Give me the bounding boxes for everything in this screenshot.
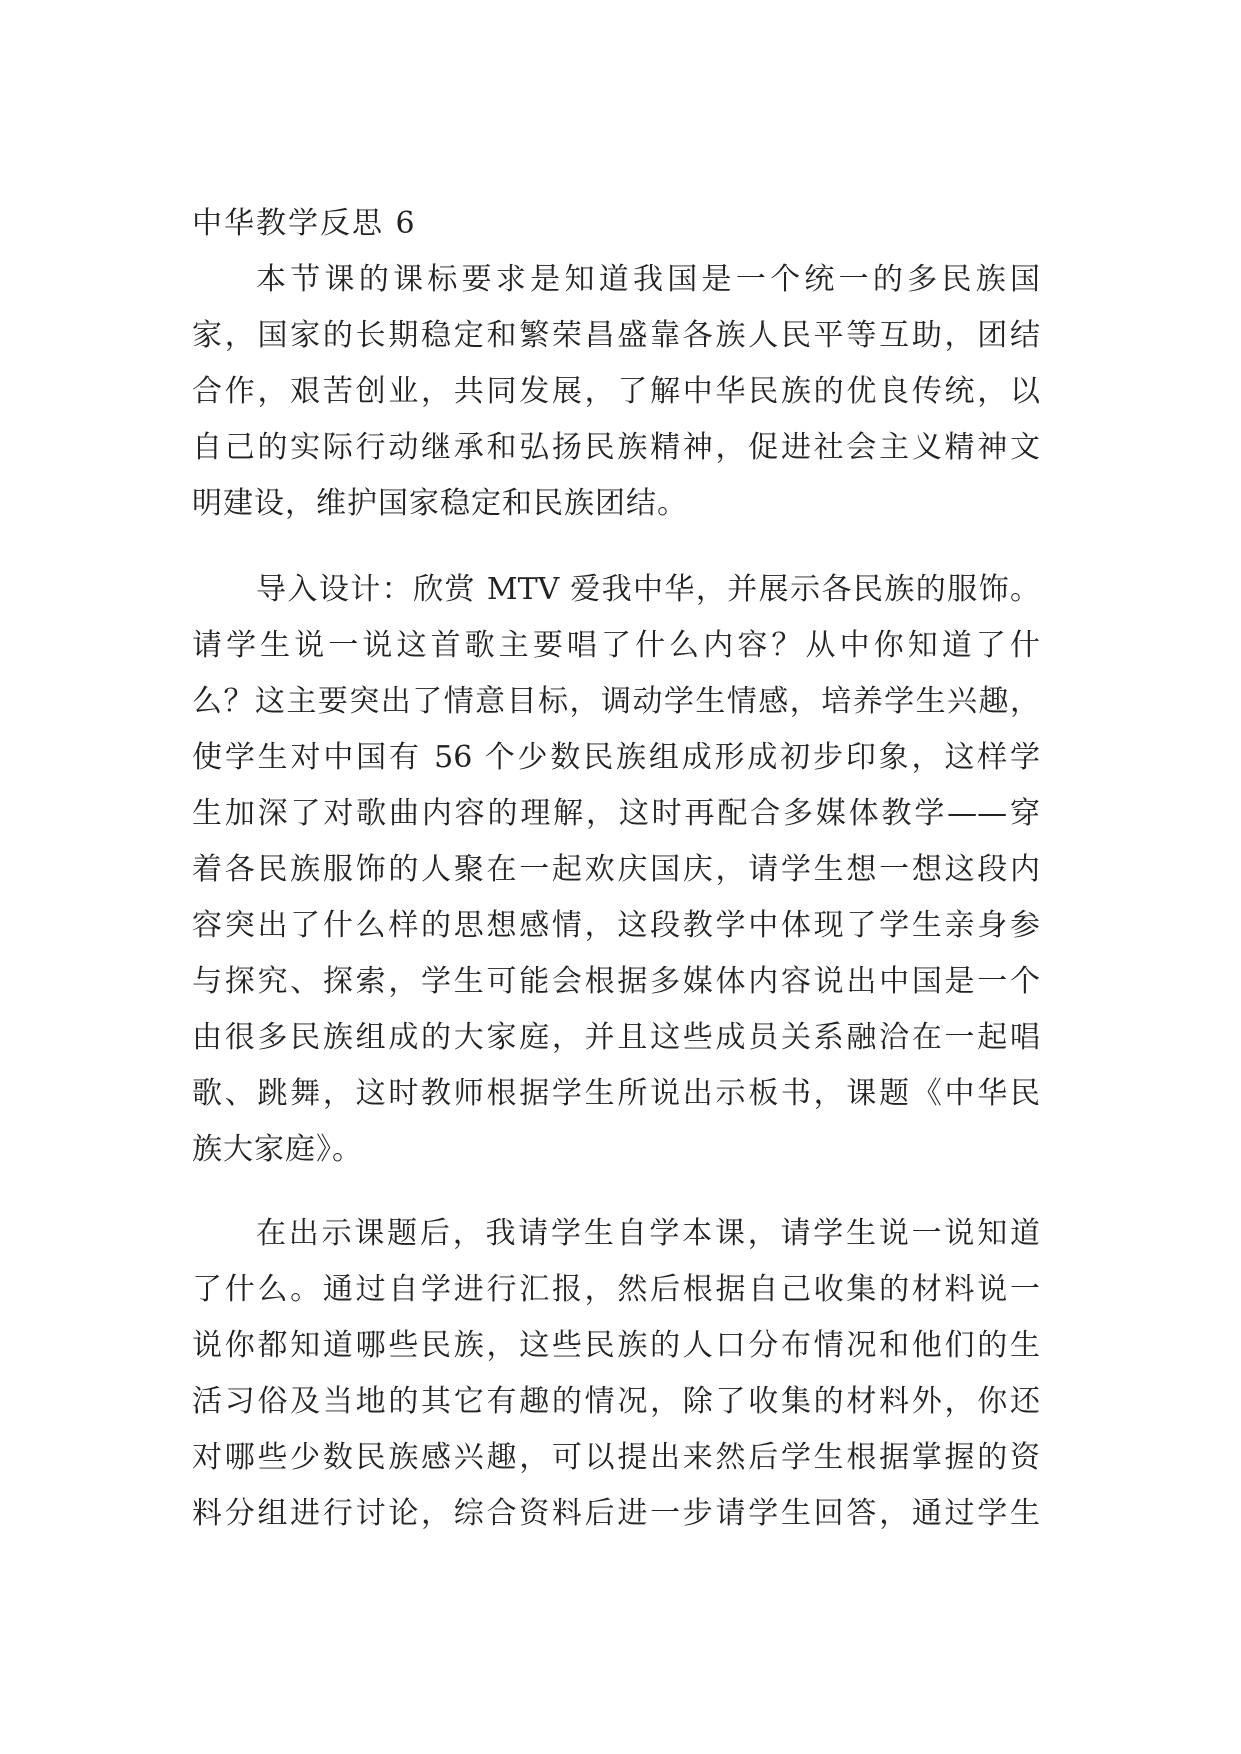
paragraph-line: 料分组进行讨论，综合资料后进一步请学生回答，通过学生 <box>192 1496 1040 1531</box>
paragraph-line: 与探究、探索，学生可能会根据多媒体内容说出中国是一个 <box>192 964 1040 999</box>
paragraph-line: 生加深了对歌曲内容的理解，这时再配合多媒体教学——穿 <box>192 796 1040 831</box>
paragraph-line: 么？这主要突出了情意目标，调动学生情感，培养学生兴趣， <box>192 684 1040 719</box>
paragraph-line: 由很多民族组成的大家庭，并且这些成员关系融洽在一起唱 <box>192 1020 1040 1055</box>
paragraph-line: 使学生对中国有 56 个少数民族组成形成初步印象，这样学 <box>192 740 1040 775</box>
paragraph-line: 自己的实际行动继承和弘扬民族精神，促进社会主义精神文 <box>192 430 1040 465</box>
paragraph-line: 着各民族服饰的人聚在一起欢庆国庆，请学生想一想这段内 <box>192 852 1040 887</box>
paragraph-line: 了什么。通过自学进行汇报，然后根据自己收集的材料说一 <box>192 1272 1040 1307</box>
paragraph-line: 活习俗及当地的其它有趣的情况，除了收集的材料外，你还 <box>192 1384 1040 1419</box>
document-title: 中华教学反思 6 <box>192 206 417 241</box>
paragraph-line: 在出示课题后，我请学生自学本课，请学生说一说知道 <box>256 1216 1040 1251</box>
paragraph-line: 明建设，维护国家稳定和民族团结。 <box>192 486 688 521</box>
paragraph-line: 本节课的课标要求是知道我国是一个统一的多民族国 <box>256 262 1040 297</box>
paragraph-line: 对哪些少数民族感兴趣，可以提出来然后学生根据掌握的资 <box>192 1440 1040 1475</box>
paragraph-line: 容突出了什么样的思想感情，这段教学中体现了学生亲身参 <box>192 908 1040 943</box>
paragraph-line: 合作，艰苦创业，共同发展，了解中华民族的优良传统，以 <box>192 374 1040 409</box>
paragraph-line: 族大家庭》。 <box>192 1132 363 1167</box>
paragraph-line: 导入设计：欣赏 MTV 爱我中华，并展示各民族的服饰。 <box>256 572 1040 607</box>
paragraph-line: 歌、跳舞，这时教师根据学生所说出示板书，课题《中华民 <box>192 1076 1040 1111</box>
paragraph-line: 家，国家的长期稳定和繁荣昌盛靠各族人民平等互助，团结 <box>192 318 1040 353</box>
paragraph-line: 请学生说一说这首歌主要唱了什么内容？从中你知道了什 <box>192 628 1040 663</box>
paragraph-line: 说你都知道哪些民族，这些民族的人口分布情况和他们的生 <box>192 1328 1040 1363</box>
